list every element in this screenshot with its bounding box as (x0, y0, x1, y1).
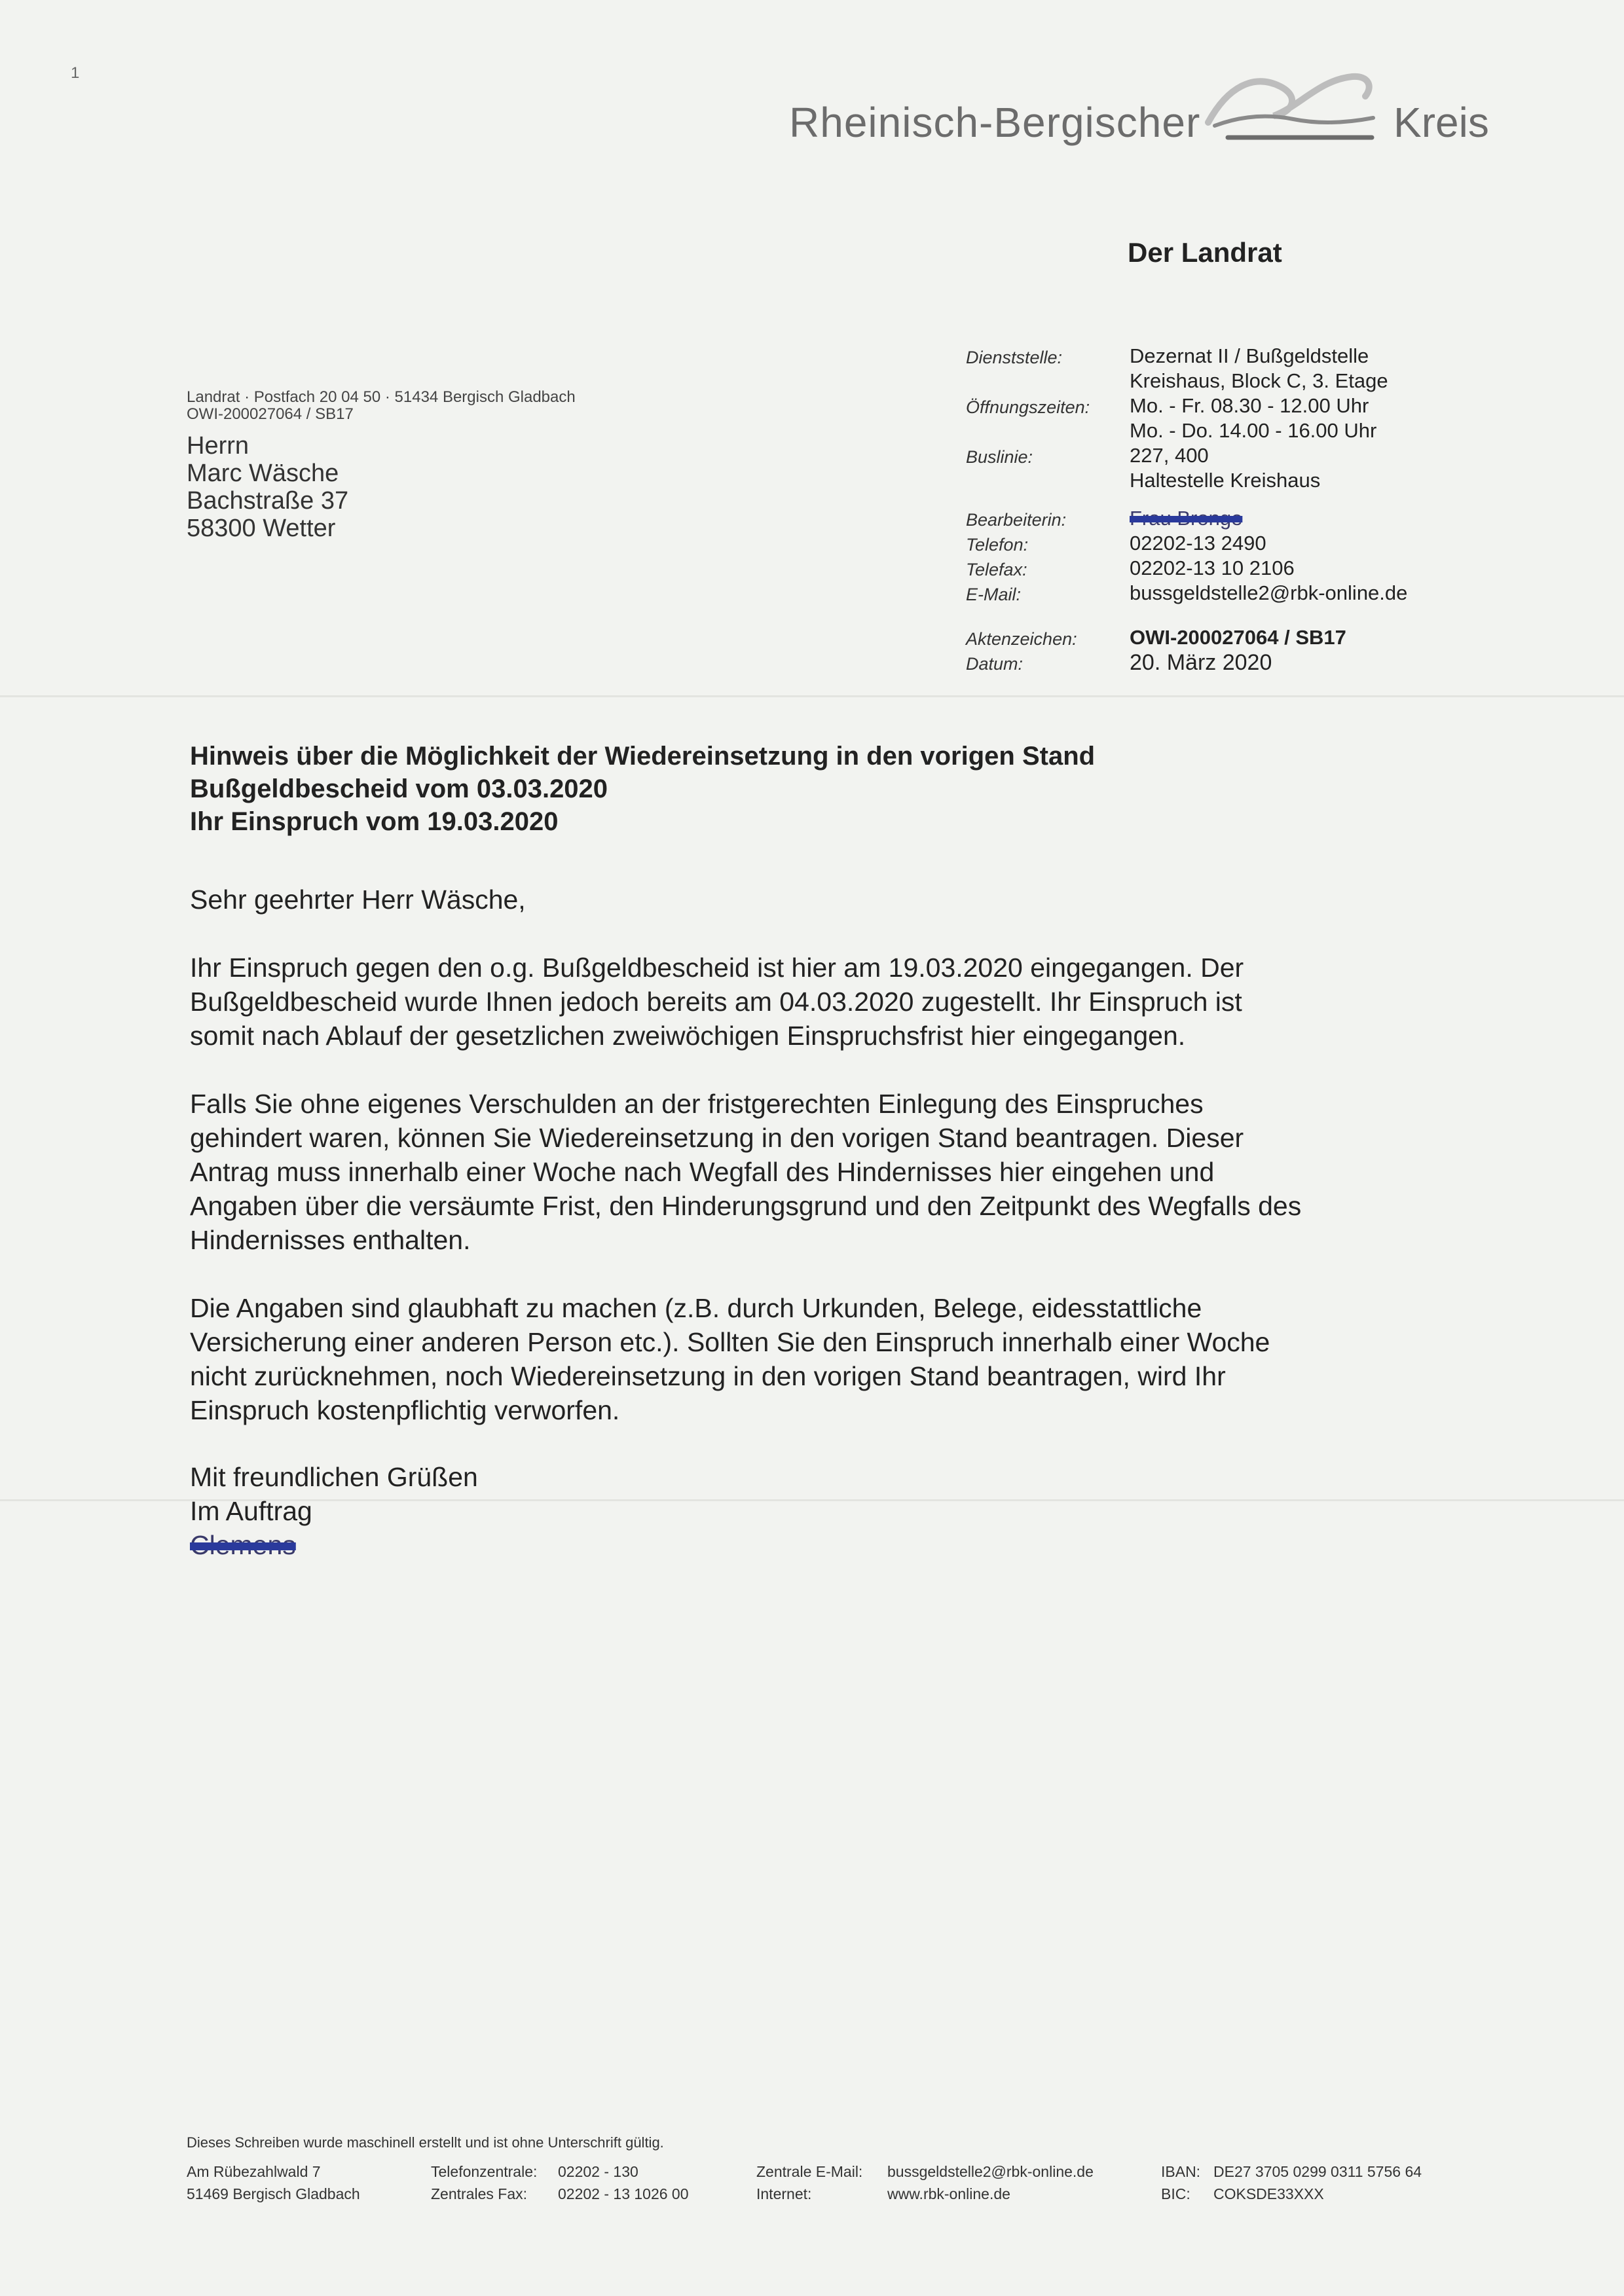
datum-value: 20. März 2020 (1130, 650, 1272, 675)
bearbeiterin-label: Bearbeiterin: (966, 510, 1067, 530)
dienststelle-label: Dienststelle: (966, 348, 1063, 367)
sender-line-1: Landrat · Postfach 20 04 50 · 51434 Bergisch Gladbach (187, 388, 576, 406)
footer-fax: 02202 - 13 1026 00 (558, 2185, 689, 2202)
datum-label: Datum: (966, 654, 1024, 674)
buslinie-value-2: Haltestelle Kreishaus (1130, 469, 1321, 492)
telefax-value: 02202-13 10 2106 (1130, 556, 1295, 579)
footer-note: Dieses Schreiben wurde maschinell erstellt und ist ohne Unterschrift gültig. (187, 2134, 664, 2151)
bearbeiterin-value: Frau Bronge (1130, 507, 1243, 530)
logo-name-right: Kreis (1393, 99, 1489, 146)
paragraph-line: nicht zurücknehmen, noch Wiedereinsetzung in den vorigen Stand beantragen, wird Ihr (190, 1361, 1226, 1391)
dienststelle-value: Dezernat II / Bußgeldstelle (1130, 344, 1369, 367)
sender-line-2: OWI-200027064 / SB17 (187, 405, 354, 423)
paragraph-line: Bußgeldbescheid wurde Ihnen jedoch bereits am 04.03.2020 zugestellt. Ihr Einspruch ist (190, 987, 1242, 1017)
buslinie-label: Buslinie: (966, 447, 1033, 467)
contact-block (966, 344, 1490, 675)
footer-bank-block (1161, 2160, 1422, 2205)
footer-iban-label: IBAN: (1161, 2163, 1201, 2180)
paragraph-line: Falls Sie ohne eigenes Verschulden an der fristgerechten Einlegung des Einspruches (190, 1089, 1204, 1119)
telefon-value: 02202-13 2490 (1130, 532, 1266, 555)
signature-name: Clemens (190, 1530, 296, 1560)
footer-address-line: 51469 Bergisch Gladbach (187, 2185, 360, 2202)
paragraph-line: Angaben über die versäumte Frist, den Hinderungsgrund und den Zeitpunkt des Wegfalls des (190, 1191, 1302, 1221)
office-title: Der Landrat (1128, 237, 1282, 268)
footer-phone: 02202 - 130 (558, 2163, 638, 2180)
footer-internet[interactable]: www.rbk-online.de (887, 2185, 1010, 2202)
footer-email-label: Zentrale E-Mail: (756, 2163, 863, 2180)
closing-regards: Mit freundlichen Grüßen (190, 1462, 478, 1492)
page-number: 1 (71, 64, 80, 82)
email-label: E-Mail: (966, 585, 1022, 604)
paragraph-line: Hindernisses enthalten. (190, 1225, 471, 1255)
paper-fold (0, 695, 1624, 697)
footer-address (187, 2160, 360, 2205)
footer-bic: COKSDE33XXX (1213, 2185, 1324, 2202)
paragraph-line: Die Angaben sind glaubhaft zu machen (z.B. durch Urkunden, Belege, eidesstattliche (190, 1293, 1202, 1323)
aktenzeichen-value: OWI-200027064 / SB17 (1130, 626, 1346, 649)
paragraph-line: Antrag muss innerhalb einer Woche nach Wegfall des Hindernisses hier eingehen und (190, 1157, 1215, 1187)
footer-address-line: Am Rübezahlwald 7 (187, 2163, 321, 2180)
oeffnungszeiten-value-2: Mo. - Do. 14.00 - 16.00 Uhr (1130, 419, 1377, 442)
paragraph-2 (190, 1087, 1447, 1257)
paragraph-line: Versicherung einer anderen Person etc.). Sollten Sie den Einspruch innerhalb einer Woche (190, 1327, 1270, 1357)
email-value: bussgeldstelle2@rbk-online.de (1130, 581, 1408, 604)
footer-email[interactable]: bussgeldstelle2@rbk-online.de (887, 2163, 1094, 2180)
paragraph-line: Ihr Einspruch gegen den o.g. Bußgeldbescheid ist hier am 19.03.2020 eingegangen. Der (190, 953, 1244, 983)
paragraph-line: somit nach Ablauf der gesetzlichen zweiwöchigen Einspruchsfrist hier eingegangen. (190, 1021, 1186, 1051)
greeting: Sehr geehrter Herr Wäsche, (190, 884, 526, 915)
subject-line-1: Hinweis über die Möglichkeit der Wiedereinsetzung in den vorigen Stand (190, 742, 1096, 771)
subject-line-2: Bußgeldbescheid vom 03.03.2020 (190, 774, 608, 803)
closing-order: Im Auftrag (190, 1496, 312, 1526)
recipient-address (187, 432, 348, 542)
footer-phone-label: Telefonzentrale: (431, 2163, 538, 2180)
aktenzeichen-label: Aktenzeichen: (966, 629, 1077, 649)
sender-return-address (187, 389, 645, 423)
logo-wave-icon (1202, 60, 1378, 152)
subject-line-3: Ihr Einspruch vom 19.03.2020 (190, 807, 559, 836)
buslinie-value: 227, 400 (1130, 444, 1209, 467)
closing-block (190, 1460, 478, 1562)
footer-bic-label: BIC: (1161, 2185, 1190, 2202)
paragraph-1 (190, 951, 1447, 1053)
footer-fax-label: Zentrales Fax: (431, 2185, 527, 2202)
logo-name-left: Rheinisch-Bergischer (789, 99, 1201, 146)
recipient-name: Marc Wäsche (187, 460, 339, 487)
footer-iban: DE27 3705 0299 0311 5756 64 (1213, 2163, 1422, 2180)
oeffnungszeiten-value: Mo. - Fr. 08.30 - 12.00 Uhr (1130, 394, 1369, 417)
recipient-street: Bachstraße 37 (187, 487, 349, 515)
footer-contact-block (756, 2160, 1094, 2205)
subject-block (190, 740, 1095, 838)
recipient-salutation: Herrn (187, 432, 249, 460)
dienststelle-value-2: Kreishaus, Block C, 3. Etage (1130, 369, 1388, 392)
footer-phone-block (431, 2160, 689, 2205)
paragraph-line: gehindert waren, können Sie Wiedereinsetzung in den vorigen Stand beantragen. Dieser (190, 1123, 1244, 1153)
oeffnungszeiten-label: Öffnungszeiten: (966, 397, 1090, 417)
footer-internet-label: Internet: (756, 2185, 812, 2202)
telefax-label: Telefax: (966, 560, 1027, 579)
paragraph-3 (190, 1291, 1447, 1427)
telefon-label: Telefon: (966, 535, 1029, 555)
recipient-city: 58300 Wetter (187, 515, 336, 542)
letter-body (190, 883, 1447, 1461)
paragraph-line: Einspruch kostenpflichtig verworfen. (190, 1395, 620, 1425)
